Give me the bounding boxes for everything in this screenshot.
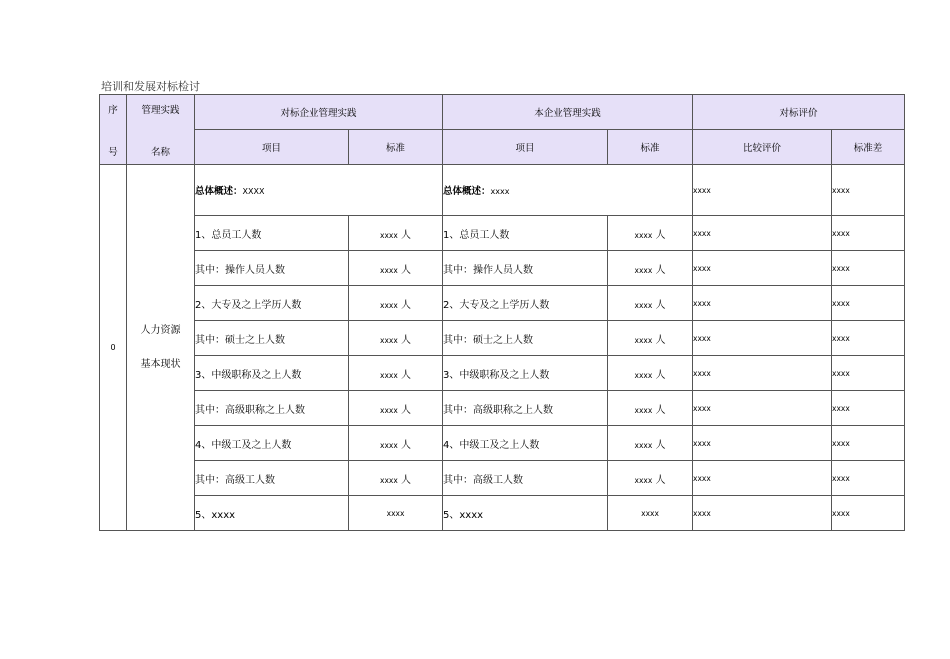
bench-standard: xxxx [349,496,443,531]
compare-eval: xxxx [693,216,832,251]
bench-item: 1、总员工人数 [195,216,349,251]
bench-item: 3、中级职称及之上人数 [195,356,349,391]
header-bench-standard: 标准 [349,130,443,165]
table-row [100,286,905,321]
header-seq: 序 号 [100,95,127,165]
table-row [100,251,905,286]
own-standard: xxxx 人 [608,356,693,391]
own-standard: xxxx 人 [608,426,693,461]
compare-eval: xxxx [693,251,832,286]
bench-item: 2、大专及之上学历人数 [195,286,349,321]
bench-item: 5、xxxx [195,496,349,531]
header-eval-group: 对标评价 [693,95,905,130]
own-item: 5、xxxx [443,496,608,531]
own-item: 3、中级职称及之上人数 [443,356,608,391]
header-own-group: 本企业管理实践 [443,95,693,130]
summary-compare: xxxx [693,165,832,216]
own-item: 4、中级工及之上人数 [443,426,608,461]
compare-eval: xxxx [693,321,832,356]
table-row [100,461,905,496]
header-practice-name: 管理实践 名称 [127,95,195,165]
header-bench-item: 项目 [195,130,349,165]
document-title: 培训和发展对标检讨 [101,80,200,93]
own-standard: xxxx 人 [608,286,693,321]
bench-standard: xxxx 人 [349,391,443,426]
header-own-item: 项目 [443,130,608,165]
table-row [100,496,905,531]
own-item: 其中：操作人员人数 [443,251,608,286]
compare-eval: xxxx [693,426,832,461]
header-row-bottom [100,130,905,165]
std-diff: xxxx [832,286,905,321]
bench-summary: 总体概述：XXXX [195,165,443,216]
bench-standard: xxxx 人 [349,321,443,356]
own-standard: xxxx 人 [608,391,693,426]
benchmark-table [99,94,905,531]
compare-eval: xxxx [693,461,832,496]
own-standard: xxxx [608,496,693,531]
bench-item: 其中：操作人员人数 [195,251,349,286]
compare-eval: xxxx [693,356,832,391]
bench-standard: xxxx 人 [349,461,443,496]
table-row [100,321,905,356]
bench-standard: xxxx 人 [349,216,443,251]
own-item: 其中：高级职称之上人数 [443,391,608,426]
bench-item: 4、中级工及之上人数 [195,426,349,461]
bench-item: 其中：高级工人数 [195,461,349,496]
bench-standard: xxxx 人 [349,356,443,391]
header-own-standard: 标准 [608,130,693,165]
own-standard: xxxx 人 [608,461,693,496]
std-diff: xxxx [832,251,905,286]
bench-standard: xxxx 人 [349,286,443,321]
bench-item: 其中：硕士之上人数 [195,321,349,356]
bench-standard: xxxx 人 [349,426,443,461]
table-row [100,426,905,461]
compare-eval: xxxx [693,496,832,531]
header-compare: 比较评价 [693,130,832,165]
header-row-top [100,95,905,130]
bench-standard: xxxx 人 [349,251,443,286]
std-diff: xxxx [832,391,905,426]
compare-eval: xxxx [693,391,832,426]
header-benchmark-group: 对标企业管理实践 [195,95,443,130]
own-summary: 总体概述：xxxx [443,165,693,216]
std-diff: xxxx [832,496,905,531]
own-item: 其中：硕士之上人数 [443,321,608,356]
compare-eval: xxxx [693,286,832,321]
own-standard: xxxx 人 [608,321,693,356]
own-item: 其中：高级工人数 [443,461,608,496]
own-standard: xxxx 人 [608,216,693,251]
table-row [100,356,905,391]
row-category: 人力资源 基本现状 [127,165,195,531]
std-diff: xxxx [832,216,905,251]
summary-diff: xxxx [832,165,905,216]
table-row-summary [100,165,905,216]
table-row [100,216,905,251]
own-item: 1、总员工人数 [443,216,608,251]
std-diff: xxxx [832,461,905,496]
bench-item: 其中：高级职称之上人数 [195,391,349,426]
std-diff: xxxx [832,321,905,356]
table-row [100,391,905,426]
std-diff: xxxx [832,426,905,461]
own-standard: xxxx 人 [608,251,693,286]
header-std-diff: 标准差 [832,130,905,165]
std-diff: xxxx [832,356,905,391]
own-item: 2、大专及之上学历人数 [443,286,608,321]
row-seq: 0 [100,165,127,531]
